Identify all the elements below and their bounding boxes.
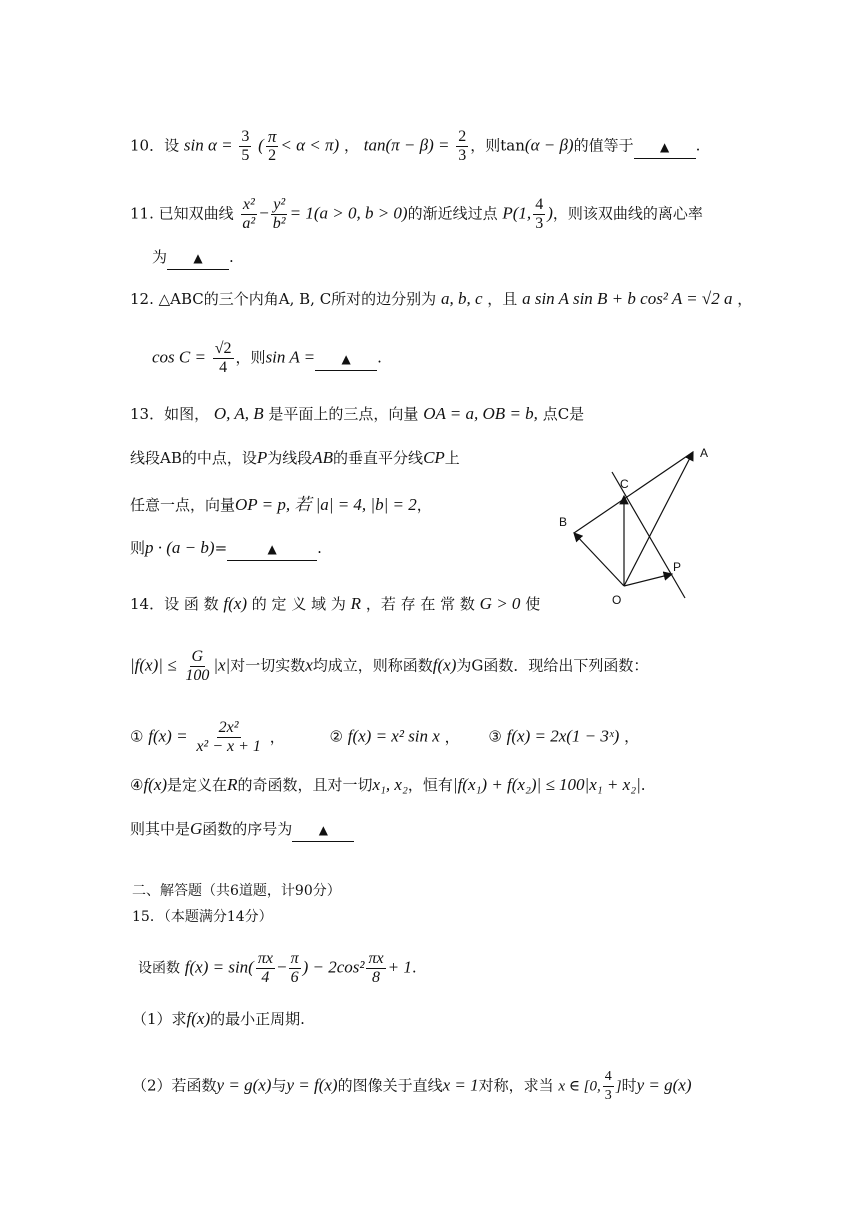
q11-line2-prefix: 为 xyxy=(152,248,168,266)
q13-line2-b: 为线段 xyxy=(267,449,313,467)
q14-r: R xyxy=(350,594,362,613)
q15-minus: − xyxy=(276,957,287,977)
q14-f4-ineq: |f(x₁) + f(x₂)| ≤ 100|x₁ + x₂| xyxy=(452,775,641,794)
q15-title: 15．（本题满分14分） xyxy=(132,909,273,925)
q10-comma: ， xyxy=(343,136,359,155)
q13-line3-vec: OP = p, 若 |a| = 4, |b| = 2 xyxy=(235,495,417,514)
q14-f1-mark: ① xyxy=(130,727,144,746)
q14-ineq-fraction: $\frac{G}{100}$ xyxy=(185,648,210,684)
q13-line2-c: 的垂直平分线 xyxy=(333,449,424,467)
q11-equation: = 1(a > 0, b > 0) xyxy=(289,203,408,223)
q15-end: . xyxy=(411,958,417,977)
q12-equation: a sin A sin B + b cos² A = √2 a xyxy=(522,289,733,308)
q13-line3-end: ， xyxy=(416,496,432,514)
q14-f4-r: R xyxy=(227,775,238,794)
q15-p2-range-rhs: ] xyxy=(615,1078,622,1095)
q12-comma: ， xyxy=(737,290,753,308)
label-c: C xyxy=(620,477,629,491)
q14-f4-end: . xyxy=(640,776,646,794)
q13-line2-cp: CP xyxy=(423,448,445,467)
q14-f4-fx: f(x) xyxy=(143,775,168,794)
q14-ineq-right: |x| xyxy=(213,655,231,675)
q15-p2-f: y = f(x) xyxy=(286,1075,338,1095)
question-13-line2 xyxy=(130,447,460,469)
q11-tail-text: ，则该双曲线的离心率 xyxy=(552,204,703,223)
q15-frac-b: $\frac{\pi}{6}$ xyxy=(290,950,299,986)
q14-f2-expr: f(x) = x² sin x xyxy=(347,726,440,746)
q11-minus: − xyxy=(259,203,269,223)
q13-line2-a: 线段AB的中点，设 xyxy=(130,449,257,467)
q15-frac-c: $\frac{\pi x}{8}$ xyxy=(368,950,384,986)
q10-expr: (α − β) xyxy=(524,135,574,155)
q13-line4-expr: p · (a − b) xyxy=(145,538,215,557)
q15-p2-range-lhs: x ∈ [0, xyxy=(558,1078,601,1095)
q10-value-text: 的值等于 xyxy=(573,136,634,155)
q14-f1-comma: ， xyxy=(269,727,285,746)
q11-answer-blank[interactable]: ▲ xyxy=(167,247,229,270)
q14-line1-b: 的 定 义 域 为 xyxy=(251,595,346,613)
q14-fx: f(x) xyxy=(223,594,247,613)
q13-line2-p: P xyxy=(256,448,268,467)
q14-f3-mark: ③ xyxy=(488,727,502,746)
q13-vector-figure xyxy=(550,440,730,610)
q11-x-fraction: $\frac{\text{x²}}{\text{a²}}$ xyxy=(242,196,256,232)
question-14-last xyxy=(130,818,354,842)
q10-end: . xyxy=(695,136,701,155)
q12-then-text: ，则 xyxy=(235,348,266,367)
q12-and-text: ，且 xyxy=(487,290,518,308)
q14-f4-text2: 的奇函数，且对一切 xyxy=(237,776,373,794)
label-b: B xyxy=(559,515,568,529)
q13-text1: 是平面上的三点，向量 xyxy=(268,405,419,423)
question-13 xyxy=(130,403,584,425)
q14-f1-fraction: $\frac{\text{2x²}}{\text{x² − x + 1}}$ xyxy=(196,719,261,755)
q12-cos-fraction: $\frac{√2}{4}$ xyxy=(214,340,232,376)
question-14-line2 xyxy=(130,648,648,685)
q15-frac-a: $\frac{\pi x}{4}$ xyxy=(257,950,273,986)
q14-last-text2: 函数的序号为 xyxy=(202,820,293,838)
q13-line4-a: 则 xyxy=(130,539,146,557)
q14-last-g: G xyxy=(190,819,203,838)
q14-f1-lhs: f(x) = xyxy=(148,726,188,746)
question-14 xyxy=(130,593,540,615)
q15-part2 xyxy=(132,1068,692,1105)
q13-number: 13．如图， xyxy=(130,405,210,423)
q10-answer-blank[interactable]: ▲ xyxy=(634,136,696,159)
q15-p2-text3: 对称，求当 xyxy=(478,1076,554,1095)
q15-prefix: 设函数 xyxy=(138,960,180,977)
q10-then-text: ，则tan xyxy=(470,136,525,155)
q13-line2-d: 上 xyxy=(444,449,460,467)
question-12-line2 xyxy=(152,340,382,377)
label-o: O xyxy=(612,593,622,607)
q13-line3-a: 任意一点，向量 xyxy=(130,496,236,514)
q10-sin-lhs: sin α = xyxy=(183,135,233,155)
q15-p1-fx: f(x) xyxy=(186,1009,211,1028)
q10-range-left: ( xyxy=(258,135,264,155)
question-11 xyxy=(130,196,703,233)
q14-line2-x: x xyxy=(305,655,313,675)
q13-points: O, A, B xyxy=(213,404,264,423)
q13-end: . xyxy=(317,539,322,557)
q14-line1-a: 14．设 函 数 xyxy=(130,595,219,613)
q14-f4-text1: 是定义在 xyxy=(167,776,228,794)
q15-tail: + 1 xyxy=(387,957,412,977)
q12-number: 12. △ABC的三个内角A, B, C所对的边分别为 xyxy=(130,290,437,308)
q12-sides: a, b, c xyxy=(440,289,483,308)
q13-line2-ab: AB xyxy=(312,448,334,467)
q11-number: 11. 已知双曲线 xyxy=(130,204,234,223)
q13-text2: 点C是 xyxy=(542,405,585,423)
q11-point-fraction: $\frac{4}{3}$ xyxy=(535,196,544,232)
question-11-line2 xyxy=(152,246,234,270)
q14-f3-expr: f(x) = 2x(1 − 3ˣ) xyxy=(506,726,620,746)
q12-end: . xyxy=(377,348,382,367)
q14-f3-comma: ， xyxy=(624,727,640,746)
q11-point-lhs: P(1, xyxy=(502,203,532,223)
q14-g-cond: G > 0 xyxy=(479,594,521,613)
section-2-title: 二、解答题（共6道题，计90分） xyxy=(132,883,341,899)
q15-p2-g: y = g(x) xyxy=(216,1075,272,1095)
q14-f2-comma: ， xyxy=(444,727,460,746)
vector-oa xyxy=(624,452,693,586)
q15-mid: ) − 2cos² xyxy=(302,957,365,977)
q15-p2-text4: 时 xyxy=(621,1076,637,1095)
question-12 xyxy=(130,288,752,310)
label-a: A xyxy=(700,446,709,460)
q15-p2-g2: y = g(x) xyxy=(636,1075,692,1095)
q14-last-text1: 则其中是 xyxy=(130,820,191,838)
q14-f4-vars: x₁, x₂ xyxy=(372,775,408,794)
q10-tan-fraction: $\frac{2}{3}$ xyxy=(458,128,467,164)
q14-line1-c: ，若 存 在 常 数 xyxy=(365,595,475,613)
q14-f2-mark: ② xyxy=(329,727,343,746)
q11-point-rhs: ) xyxy=(547,203,553,223)
q14-line2-text2: 均成立，则称函数 xyxy=(312,656,433,675)
q14-ineq-left: |f(x)| ≤ xyxy=(130,655,177,675)
q13-answer-blank[interactable]: ▲ xyxy=(227,538,317,561)
q14-line2-fx: f(x) xyxy=(432,655,457,675)
q15-p2-range-fraction: $\frac{4}{3}$ xyxy=(604,1069,612,1103)
q14-line2-text: 对一切实数 xyxy=(230,656,306,675)
q10-sin-fraction: $\frac{3}{5}$ xyxy=(241,128,250,164)
q11-end: . xyxy=(229,248,234,266)
q10-number: 10．设 xyxy=(130,136,180,155)
q12-ask: sin A = xyxy=(265,347,316,367)
q15-function xyxy=(138,950,417,987)
q10-range-right: < α < π) xyxy=(280,135,340,155)
q11-asymptote-text: 的渐近线过点 xyxy=(407,204,498,223)
q10-tan-lhs: tan(π − β) = xyxy=(363,135,450,155)
q11-y-fraction: $\frac{\text{y²}}{\text{b²}}$ xyxy=(272,196,286,232)
q15-p2-text1: 与 xyxy=(271,1076,287,1095)
question-14-item4 xyxy=(130,774,646,796)
q13-line4-eq: = xyxy=(214,539,228,557)
question-13-line3 xyxy=(130,494,432,516)
vector-ob xyxy=(574,533,624,586)
q13-vectors: OA = a, OB = b, xyxy=(423,404,538,423)
question-10 xyxy=(130,128,700,165)
q15-part1 xyxy=(132,1008,305,1030)
q15-p2-mark: （2）若函数 xyxy=(132,1076,217,1095)
q15-p2-text2: 的图像关于直线 xyxy=(337,1076,443,1095)
q12-cos-lhs: cos C = xyxy=(152,347,206,367)
q15-f-lhs: f(x) = sin( xyxy=(184,957,254,977)
q10-range-fraction: $\frac{\pi}{2}$ xyxy=(267,127,277,164)
q14-answer-blank[interactable]: ▲ xyxy=(292,819,354,842)
segment-ab xyxy=(574,452,693,533)
label-p: P xyxy=(673,560,682,574)
q14-line1-d: 使 xyxy=(525,595,541,613)
q15-p1-text: 的最小正周期. xyxy=(210,1010,305,1028)
q14-f4-text3: ，恒有 xyxy=(407,776,453,794)
q15-p2-line: x = 1 xyxy=(442,1075,479,1095)
vector-op xyxy=(624,574,672,586)
question-14-functions xyxy=(130,719,639,756)
q14-line2-text3: 为G函数．现给出下列函数： xyxy=(456,656,649,675)
q15-p1-mark: （1）求 xyxy=(132,1010,187,1028)
q12-answer-blank[interactable]: ▲ xyxy=(315,348,377,371)
question-13-line4 xyxy=(130,537,322,561)
q14-f4-mark: ④ xyxy=(130,776,144,794)
